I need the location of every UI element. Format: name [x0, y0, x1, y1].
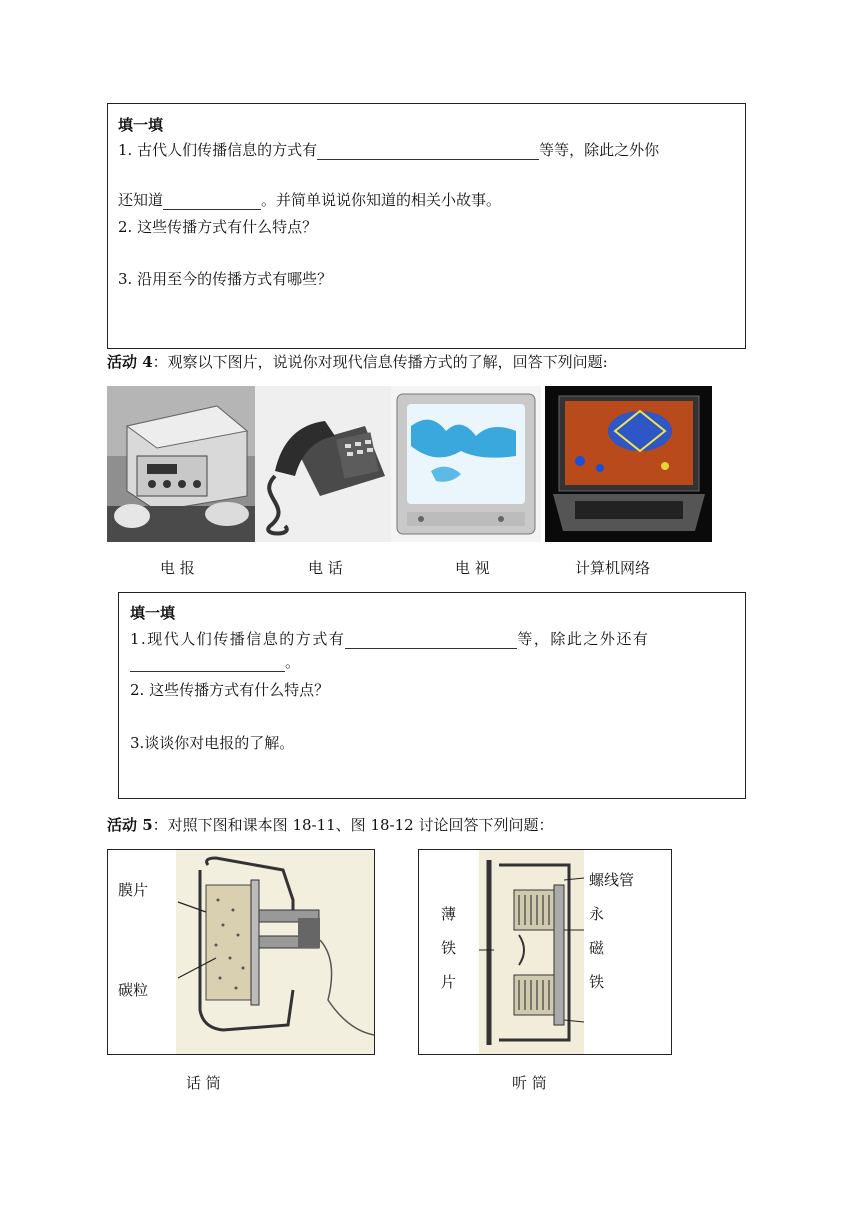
label-magnet-3: 铁 [589, 973, 605, 991]
box2-question-3: 3.谈谈你对电报的了解。 [130, 734, 295, 752]
activity-5-instruction [107, 815, 553, 835]
caption-microphone: 话 筒 [186, 1074, 221, 1092]
telephone-photo [255, 386, 391, 542]
label-diaphragm: 膜片 [118, 881, 149, 899]
caption-telephone: 电 话 [308, 559, 343, 577]
activity-5-label: 活动 5 [107, 816, 153, 834]
caption-network: 计算机网络 [575, 559, 651, 577]
box1-q1-prefix: 1. 古代人们传播信息的方式有 [118, 141, 318, 159]
label-iron-plate-1: 薄 [441, 905, 457, 923]
label-iron-plate-2: 铁 [441, 939, 457, 957]
box1-question-2: 2. 这些传播方式有什么特点？ [118, 218, 318, 236]
box1-heading: 填一填 [118, 116, 164, 134]
box2-q1-suffix: 等，除此之外还有 [517, 630, 650, 648]
telegraph-photo [107, 386, 255, 542]
box1-q1-suffix: 等等，除此之外你 [539, 141, 660, 159]
activity-5-text: ：对照下图和课本图 18-11、图 18-12 讨论回答下列问题： [152, 816, 554, 834]
activity-4-label: 活动 4 [107, 353, 153, 371]
box2-q1-line2-suffix: 。 [285, 653, 301, 671]
label-magnet-1: 永 [589, 905, 605, 923]
box1-question-1 [118, 140, 659, 160]
television-photo [391, 386, 541, 542]
label-solenoid: 螺线管 [589, 871, 635, 889]
box1-question-1-line2 [118, 190, 501, 210]
label-carbon-granules: 碳粒 [118, 981, 149, 999]
laptop-photo [545, 386, 712, 542]
caption-television: 电 视 [455, 559, 490, 577]
answer-blank[interactable] [130, 657, 285, 672]
answer-blank[interactable] [345, 634, 517, 649]
activity-4-text: ：观察以下图片，说说你对现代信息传播方式的了解，回答下列问题: [152, 353, 608, 371]
box2-question-1-line2 [130, 652, 300, 672]
box1-q1-line2-suffix: 。并简单说说你知道的相关小故事。 [261, 191, 502, 209]
microphone-diagram [107, 849, 375, 1055]
label-magnet-2: 磁 [589, 939, 605, 957]
answer-blank[interactable] [317, 145, 539, 160]
caption-telegraph: 电 报 [160, 559, 195, 577]
caption-receiver: 听 筒 [512, 1074, 547, 1092]
label-iron-plate-3: 片 [441, 973, 457, 991]
box1-q1-line2-prefix: 还知道 [118, 191, 164, 209]
box2-question-1 [130, 629, 649, 649]
activity-4-instruction [107, 352, 608, 372]
receiver-diagram [418, 849, 672, 1055]
box2-question-2: 2. 这些传播方式有什么特点？ [130, 681, 330, 699]
box2-q1-prefix: 1.现代人们传播信息的方式有 [130, 630, 346, 648]
box2-heading: 填一填 [130, 604, 176, 622]
box1-question-3: 3. 沿用至今的传播方式有哪些？ [118, 270, 333, 288]
answer-blank[interactable] [163, 195, 261, 210]
